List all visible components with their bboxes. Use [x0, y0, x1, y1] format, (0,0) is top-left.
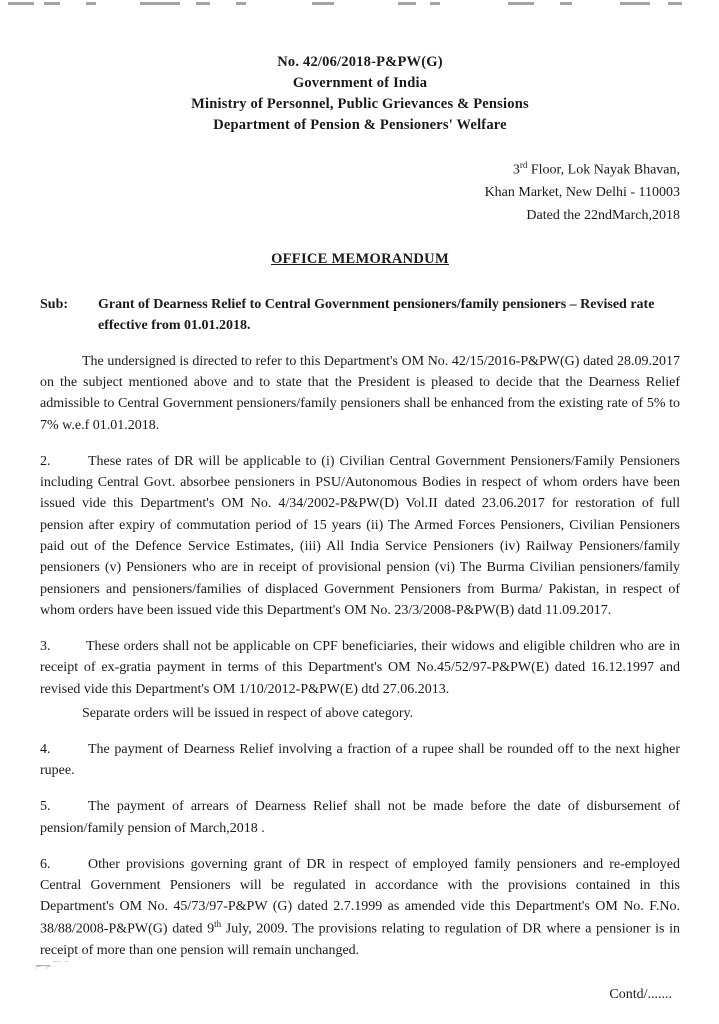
- paragraph-4-number: 4.: [40, 741, 51, 757]
- address-line-2: Khan Market, New Delhi - 110003: [484, 185, 680, 201]
- document-body: [40, 52, 680, 1003]
- paragraph-1: The undersigned is directed to refer to this Department's OM No. 42/15/2016-P&PW(G) dated 28.09.2017 on the subject mentioned above and to state that the President is pleased to decide that the Dearness Relief admissible to Central Government pensioners/family pensioners shall be enhanced from the existing rate of 5% to 7% w.e.f 01.01.2018.: [40, 353, 680, 433]
- footer-smudge: ⌐ ⌐‾‾ ‾: [36, 962, 70, 973]
- document-header: [40, 52, 680, 136]
- reference-number: No. 42/06/2018-P&PW(G): [277, 54, 443, 70]
- paragraph-3-text: These orders shall not be applicable on CPF beneficiaries, their widows and eligible children who are in receipt of ex-gratia payment in terms of this Department's OM No.45/52/97-P&PW(E) dated 16.12.1997 and revised vide this Department's OM 1/10/2012-P&PW(E) dtd 27.06.2013.: [40, 639, 680, 697]
- paragraph-3: [40, 636, 680, 700]
- separate-orders-line: Separate orders will be issued in respect of above category.: [82, 705, 414, 721]
- paragraph-2-number: 2.: [40, 453, 51, 469]
- paragraph-4-text: The payment of Dearness Relief involving a fraction of a rupee shall be rounded off to the next higher rupee.: [40, 741, 680, 779]
- paragraph-6-number: 6.: [40, 856, 51, 872]
- paragraph-2-text: These rates of DR will be applicable to (i) Civilian Central Government Pensioners/Family Pensioners including Central Govt. absorbee pensioners in PSU/Autonomous Bodies in respect of whom orders have been issued vide this Department's OM No. 4/34/2002-P&PW(D) Vol.II dated 23.06.2017 for restoration of full pension after expiry of commutation period of 15 years (ii) The Armed Forces Pensioners, Civilian Pensioners paid out of the Defence Service Estimates, (iii) All India Service Pensioners (iv) Railway Pensioners/family pensioners (v) Pensioners who are in receipt of provisional pension (vi) The Burma Civilian pensioners/family pensioners and pensioners/families of displaced Government Pensioners from Burma/ Pakistan, in respect of whom orders have been issued vide this Department's OM No. 23/3/2008-P&PW(B) datd 11.09.2017.: [40, 453, 680, 618]
- paragraph-6: [40, 854, 680, 961]
- contd-marker: Contd/.......: [609, 986, 672, 1002]
- paragraph-5-number: 5.: [40, 799, 51, 815]
- paragraph-3-number: 3.: [40, 639, 51, 655]
- paragraph-6-ordinal: th: [214, 918, 222, 929]
- paragraph-5: [40, 796, 680, 839]
- document-date: Dated the 22ndMarch,2018: [526, 207, 680, 223]
- paragraph-4: [40, 739, 680, 782]
- address-block: [40, 158, 680, 227]
- paragraph-6-text-part2: July, 2009. The provisions relating to regulation of DR where a pensioner is in receipt of more than one pension will remain unchanged.: [40, 921, 680, 958]
- subject-text: Grant of Dearness Relief to Central Government pensioners/family pensioners – Revised rate effective from 01.01.2018.: [98, 296, 655, 333]
- page-title: OFFICE MEMORANDUM: [271, 250, 449, 267]
- subject-block: [40, 294, 680, 336]
- subject-label: Sub:: [40, 296, 69, 312]
- address-line-1: 3rd Floor, Lok Nayak Bhavan,: [512, 160, 680, 178]
- government-name: Government of India: [292, 75, 428, 92]
- paragraph-6-text-part1: Other provisions governing grant of DR in respect of employed family pensioners and re-employed Central Government Pensioners will be regulated in accordance with the provisions contained in this Department's OM No. 45/73/97-P&PW (G) dated 2.7.1999 as amended vide this Department's OM No. F.No. 38/88/2008-P&PW(G) dated 9: [40, 856, 680, 937]
- scan-artifacts: [0, 0, 719, 10]
- ministry-name: Ministry of Personnel, Public Grievances & Pensions: [191, 96, 529, 113]
- paragraph-5-text: The payment of arrears of Dearness Relief shall not be made before the date of disbursement of pension/family pension of March,2018 .: [40, 799, 680, 836]
- department-name: Department of Pension & Pensioners' Welfare: [213, 117, 507, 134]
- paragraph-2: [40, 451, 680, 621]
